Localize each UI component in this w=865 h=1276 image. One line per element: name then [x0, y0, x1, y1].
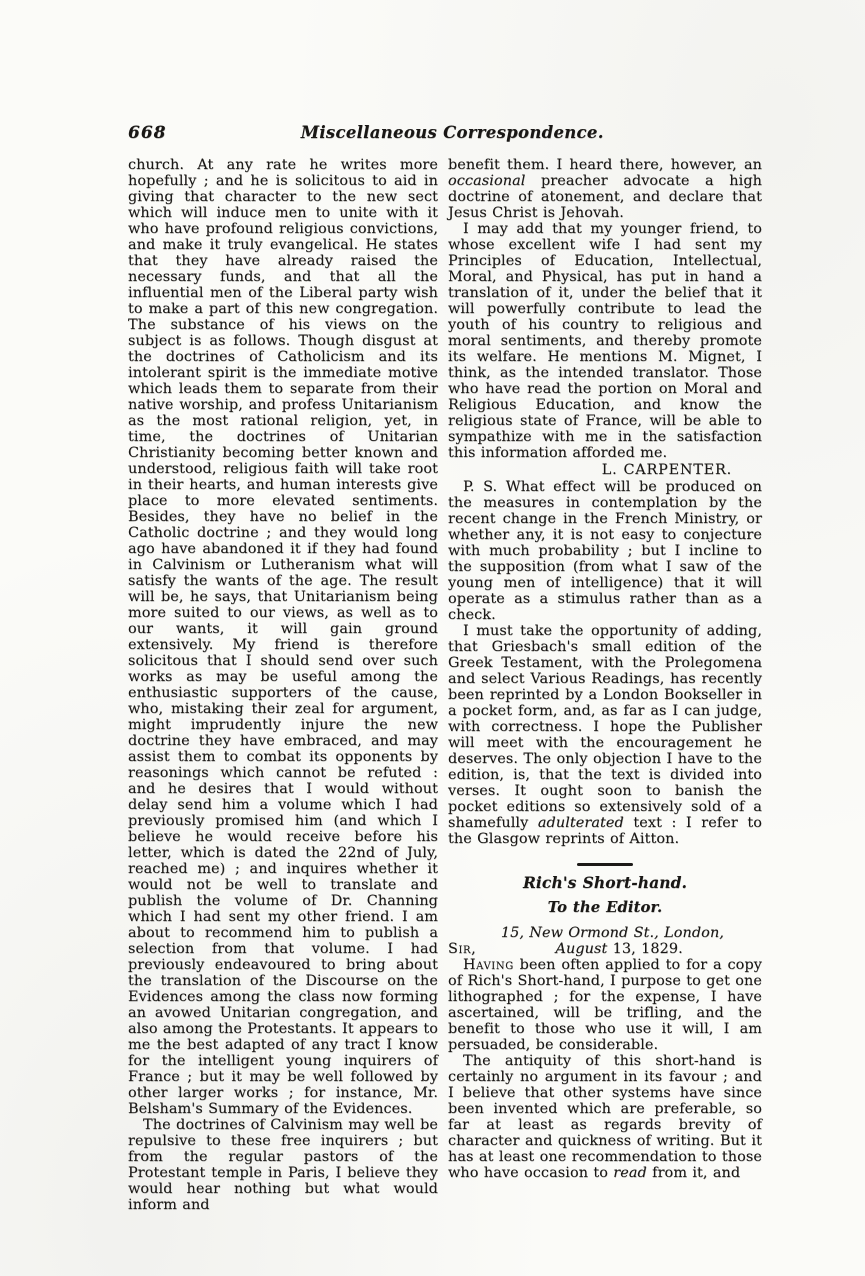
text-columns: [128, 157, 762, 1213]
text-segment: I must take the opportunity of adding, that Griesbach's small edition of the Greek Testament, with the Prolegomena and select Various Readings, has recently been reprinted by a London Bookseller in a pocket form, and, as far as I can judge, with correctness. I hope the Publisher will meet with the encouragement he deserves. The only objection I have to the edition, is, that the text is divided into verses. It ought soon to banish the pocket editions so extensively sold of a shamefully: [448, 623, 762, 831]
small-caps-text-segment: Sir,: [448, 941, 477, 957]
section-subheading: [448, 900, 762, 916]
page-number: 668: [128, 123, 167, 143]
paragraph: [128, 157, 438, 1117]
paragraph: [448, 1053, 762, 1181]
text-segment: from it, and: [646, 1165, 741, 1181]
italic-text-segment: adulterated: [537, 815, 624, 831]
right-column: [448, 157, 762, 1213]
text-segment: To the Editor.: [547, 899, 663, 916]
text-segment: The doctrines of Calvinism may well be repulsive to these free inquirers ; but from the regular pastors of the Protestant temple in Paris, I believe they would hear nothing but what would inform and: [128, 1117, 438, 1213]
paragraph: [448, 957, 762, 1053]
text-segment: been often applied to for a copy of Rich's Short-hand, I purpose to get one lithographed ; for the expense, I have ascertained, will be trifling, and the benefit to those who use it will, I am persuaded, be considerable.: [448, 957, 762, 1053]
salutation-dateline: [448, 941, 762, 957]
text-segment: L. CARPENTER.: [601, 462, 732, 478]
paragraph: [128, 1117, 438, 1213]
text-segment: I may add that my younger friend, to whose excellent wife I had sent my Principles of Education, Intellectual, Moral, and Physical, has put in hand a translation of it, under the belief that it will powerfully contribute to lead the youth of his country to religious and moral sentiments, and thereby promote its welfare. He mentions M. Mignet, I think, as the intended translator. Those who have read the portion on Moral and Religious Education, and know the religious state of France, will be able to sympathize with me in the satisfaction this information afforded me.: [448, 221, 762, 461]
italic-text-segment: 15, New Ormond St., London,: [500, 925, 724, 941]
address-line: [448, 925, 724, 941]
text-segment: text : I refer to the Glasgow reprints of Aitton.: [448, 815, 762, 847]
italic-text-segment: read: [613, 1165, 647, 1181]
italic-text-segment: August: [555, 941, 613, 957]
text-segment: 13, 1829.: [612, 941, 683, 957]
text-segment: preacher advocate a high doctrine of atonement, and declare that Jesus Christ is Jehovah.: [448, 173, 762, 221]
paragraph: [448, 221, 762, 461]
page-header: [128, 123, 762, 143]
left-column: [128, 157, 438, 1213]
paragraph: [448, 157, 762, 221]
text-segment: P. S. What effect will be produced on the measures in contemplation by the recent change in the French Ministry, or whether any, it is not easy to conjecture with much probability ; but I incline to the supposition (from what I saw of the young men of intelligence) that it will operate as a stimulus rather than as a check.: [448, 479, 762, 623]
date-line: [476, 941, 762, 957]
text-segment: church. At any rate he writes more hopefully ; and he is solicitous to aid in giving that character to the new sect which will induce men to unite with it who have profound religious convictions, and make it truly evangelical. He states that they have already raised the necessary funds, and that all the influential men of the Liberal party wish to make a part of this new congregation. The substance of his views on the subject is as follows. Though disgust at the doctrines of Catholicism and its intolerant spirit is the immediate motive which leads them to separate from their native worship, and profess Unitarianism as the most rational religion, yet, in time, the doctrines of Unitarian Christianity becoming better known and understood, religious faith will take root in their hearts, and human interests give place to more elevated sentiments. Besides, they have no belief in the Catholic doctrine ; and they would long ago have abandoned it if they had found in Calvinism or Lutheranism what will satisfy the wants of the age. The result will be, he says, that Unitarianism being more suited to our views, as well as to our wants, it will gain ground extensively. My friend is therefore solicitous that I should send over such works as may be useful among the enthusiastic supporters of the cause, who, mistaking their zeal for argument, might imprudently injure the new doctrine they have embraced, and may assist them to combat its opponents by reasonings which cannot be refuted : and he desires that I would without delay send him a volume which I had previously promised him (and which I believe he would receive before his letter, which is dated the 22nd of July, reached me) ; and inquires whether it would not be well to translate and publish the volume of Dr. Channing which I had sent my other friend. I am about to recommend him to publish a selection from that volume. I had previously endeavoured to bring about the translation of the Discourse on the Evidences among the class now forming an avowed Unitarian congregation, and also among the Protestants. It appears to me the best adapted of any tract I know for the intelligent young inquirers of France ; but it may be well followed by other larger works ; for instance, Mr. Belsham's Summary of the Evidences.: [128, 157, 438, 1117]
section-heading: [448, 875, 762, 891]
text-segment: Rich's Short-hand.: [522, 873, 688, 892]
signature-line: [448, 462, 732, 478]
divider-rule: [577, 863, 633, 866]
salutation: [448, 941, 476, 957]
paragraph: [448, 479, 762, 623]
small-caps-text-segment: Having: [463, 957, 514, 973]
running-title: Miscellaneous Correspondence.: [300, 123, 604, 142]
section-divider: [448, 860, 762, 866]
text-segment: The antiquity of this short-hand is certainly no argument in its favour ; and I believe that other systems have since been invented which are preferable, so far at least as regards brevity of character and quickness of writing. But it has at least one recommendation to those who have occasion to: [448, 1053, 762, 1181]
text-segment: benefit them. I heard there, however, an: [448, 157, 762, 173]
paragraph: [448, 623, 762, 847]
italic-text-segment: occasional: [448, 173, 526, 189]
